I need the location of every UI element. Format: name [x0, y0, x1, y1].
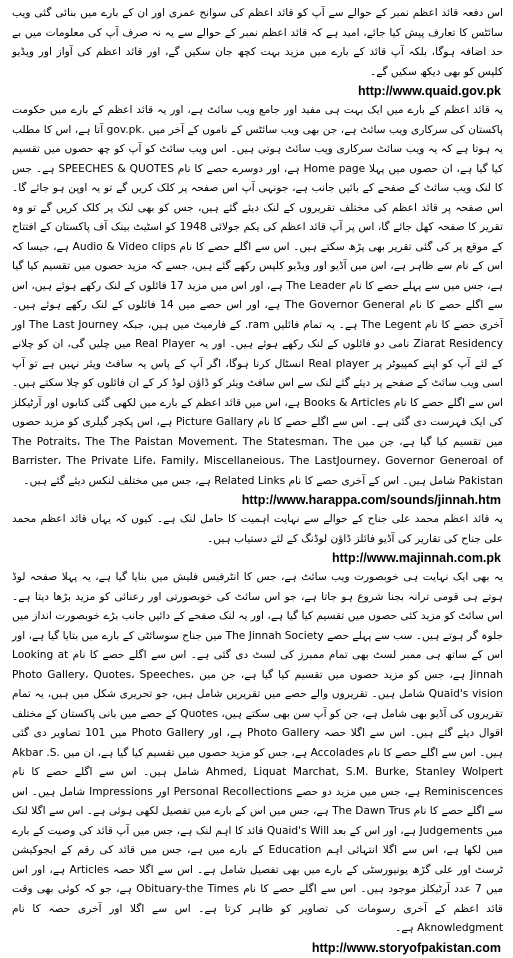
quaid-link-row	[12, 82, 503, 101]
harappa-link-row	[12, 491, 503, 510]
quaid-gov-description: یہ قائد اعظم کے بارے میں ایک بہت ہی مفید اور جامع ویب سائٹ ہے، اور یہ قائد اعظم کے بارے میں حکومت پاکستان کی سرکاری ویب سائٹ ہے، جن بھی ویب سائٹس کے ناموں کے آخر میں .gov.pk آتا ہے، اس کا مطلب یہ ہوتا ہے کہ یہ ویب سائٹ سرکاری ویب سائٹ ہوتی ہیں۔ اس ویب سائٹ کو آپ کو چھ حصوں میں تقسیم کیا گیا ہے، ان حصوں میں پہلا Home page ہے، اور دوسرے حصے کا نام SPEECHES & QUOTES ہے۔ جس کا لنک ویب سائٹ کے صفحے کے بائیں جانب ہے، جونہی آپ اس صفحہ پر کلک کریں گے تو یہ اوپن ہو جائے گا۔ اس صفحہ پر قائد اعظم کی مختلف تقریروں کے لنک دیئے گئے ہیں، جس کو بھی لنک پر کلک کریں گے تو وہ تقریر کا صفحہ کھل جائے گا، اس پر آپ قائد اعظم کی یکم جولائی 1948 کو اسٹیٹ بینک آف پاکستان کے افتتاح کے موقع پر کی گئی تقریر بھی پڑھ سکتے ہیں۔ اس سے اگلے حصے کا نام Audio & Video clips ہے، جیسا کہ اس کے نام سے ظاہر ہے، اس میں آڈیو اور ویڈیو کلپس رکھے گئے ہیں، جسے کہ مزید حصوں میں تقسیم کیا گیا ہے، جس میں سے پہلے حصے کا نام The Leader ہے، اور اس میں مزید 17 فائلوں کے لنک رکھے ہوئے ہیں، اس سے اگلے حصے کا نام The Governor General ہے، اور اس حصے میں 14 فائلوں کے لنک رکھے ہوئے ہیں۔ آخری حصے کا نام The Legent ہے۔ یہ تمام فائلیں ram. کے فارمیٹ میں ہیں، جبکہ The Last Journey اور Ziarat Residency نامی دو فائلوں کے لنک رکھے ہوئے ہیں۔ اور یہ Real Player میں چلیں گی، ان کو چلانے کے لئے آپ کو اپنے کمپیوٹر پر Real player انسٹال کرنا ہوگا، اگر آپ کے پاس یہ سافٹ ویئر نہیں ہے تو آپ اسی ویب سائٹ کے صفحے پر دیئے گئے لنک سے اس سافٹ ویئر کو ڈاؤن لوڈ کر کے ان فائلوں کو چلا سکتے ہیں۔ اس سے اگلے حصے کا نام Books & Articles ہے، اس میں قائد اعظم کے بارے میں لکھی گئی کتابوں اور آرٹیکلز کی ایک فہرست دی گئی ہے۔ اس سے اگلے حصے کا نام Picture Gallary ہے، اس پکچر گیلری کو مزید حصوں میں تقسیم کیا گیا ہے، جن میں The Potraits، The The Paistan Movement، The Statesman، The Barrister، The Private Life، Family، Miscellaneious، The LastJourney، Governor Generoal of Pakistan شامل ہیں۔ اس کے آخری حصے کا نام Related Links ہے، جس میں مختلف لنکس دیئے گئے ہیں۔	[12, 104, 503, 487]
storyofpakistan-link[interactable]: http://www.storyofpakistan.com	[311, 940, 501, 955]
majinnah-description: یہ بھی ایک نہایت ہی خوبصورت ویب سائٹ ہے، جس کا انٹرفیس فلیش میں بنایا گیا ہے، یہ پہلا صفحہ لوڈ ہوتے ہی قومی ترانہ بجنا شروع ہو جاتا ہے، جو اس سائٹ کی خوبصورتی اور رعنائی کو مزید بڑھا دیتا ہے۔ اس سائٹ کو مزید کئی حصوں میں تقسیم کیا گیا ہے، اور یہ لنک صفحے کے دائیں جانب بڑے خوبصورت انداز میں جلوہ گر ہوتے ہیں۔ سب سے پہلے حصے The Jinnah Society میں جناح سوسائٹی کے بارے میں بتایا گیا ہے، اور اس کے ساتھ ہی ممبر لسٹ بھی تمام ممبرز کی لسٹ دی گئی ہے۔ اس سے اگلے حصے کا نام Looking at Jinnah ہے، جس کو مزید حصوں میں تقسیم کیا گیا ہے، جن میں Photo Gallery، Quotes، Speeches، Quaid's vision شامل ہیں۔ تقریروں والے حصے میں تقریریں شامل ہیں، جو تحریری شکل میں ہیں، یہ تمام تقریروں کی آڈیو بھی شامل ہے، جن کو آپ سن بھی سکتے ہیں، Quotes کے حصے میں بانی پاکستان کے مختلف اقوال دیئے گئے ہیں۔ اس سے اگلا حصہ Photo Gallery ہے، اور Photo Gallery میں 101 تصاویر دی گئی ہیں۔ اس سے اگلے حصے کا نام Accolades ہے، جس کو مزید حصوں میں تقسیم کیا گیا ہے، ان میں Akbar .S. Ahmed, Liquat Marchat, S.M. Burke, Stanley Wolpert شامل ہیں۔ اس سے اگلے حصے کا نام Reminiscences ہے، جس میں مزید دو حصے Personal Recollections اور Impressions شامل ہیں۔ اس سے اگلے حصے کا نام The Dawn Trus ہے، جس میں اس کے بارے میں تفصیل لکھی ہوئی ہے۔ اس سے اگلا لنک میں Judgements ہے، اور اس کے بعد Quaid's Will قائد کا اہم لنک ہے، جس میں آپ قائد کی وصیت کے بارے میں لکھا ہے، اس سے اگلا انتہائی اہم Education کے بارے میں ہے، جس میں قائد کی رقم کے ایجوکیشن ٹرسٹ اور علی گڑھ یونیورسٹی کے بارے میں بھی تفصیل شامل ہے۔ اس سے اگلا حصہ Articles ہے، اور اس میں 7 عدد آرٹیکلز موجود ہیں۔ اس سے اگلے حصے کا نام Obituary-the Times ہے، جو کہ کوئی بھی وقت قائد اعظم کے آخری رسومات کی تصاویر کو ظاہر کرتا ہے۔ اس سے اگلا اور آخری حصہ کا نام Aknowledgment ہے۔	[12, 571, 504, 934]
quaid-gov-link[interactable]: http://www.quaid.gov.pk	[357, 84, 501, 98]
majinnah-link[interactable]: http://www.majinnah.com.pk	[332, 551, 501, 565]
storyofpakistan-link-row	[12, 939, 503, 958]
harappa-link[interactable]: http://www.harappa.com/sounds/jinnah.htm	[241, 493, 501, 507]
majinnah-link-row	[12, 549, 503, 568]
intro-paragraph: اس دفعہ قائد اعظم نمبر کے حوالے سے آپ کو قائد اعظم کی سوانح عمری اور ان کے بارے میں بنائی گئی ویب سائٹس کا تعارف پیش کیا جائے، امید ہے کہ قائد اعظم نمبر کے حوالے سے یہ نہ صرف آپ کی معلومات میں بے حد اضافہ ہوگا، بلکہ آپ قائد کے بارے میں مزید بہت کچھ جان سکیں گے، اور قائد اعظم کی آواز اور ویڈیو کلپس کو بھی دیکھ سکیں گے۔	[12, 7, 503, 78]
harappa-description: یہ قائد اعظم محمد علی جناح کے حوالے سے نہایت اہمیت کا حامل لنک ہے۔ کیوں کہ یہاں قائد اعظم محمد علی جناح کی تقاریر کی آڈیو فائلز ڈاؤن لوڈنگ کے لئے دستیاب ہیں۔	[12, 513, 503, 545]
